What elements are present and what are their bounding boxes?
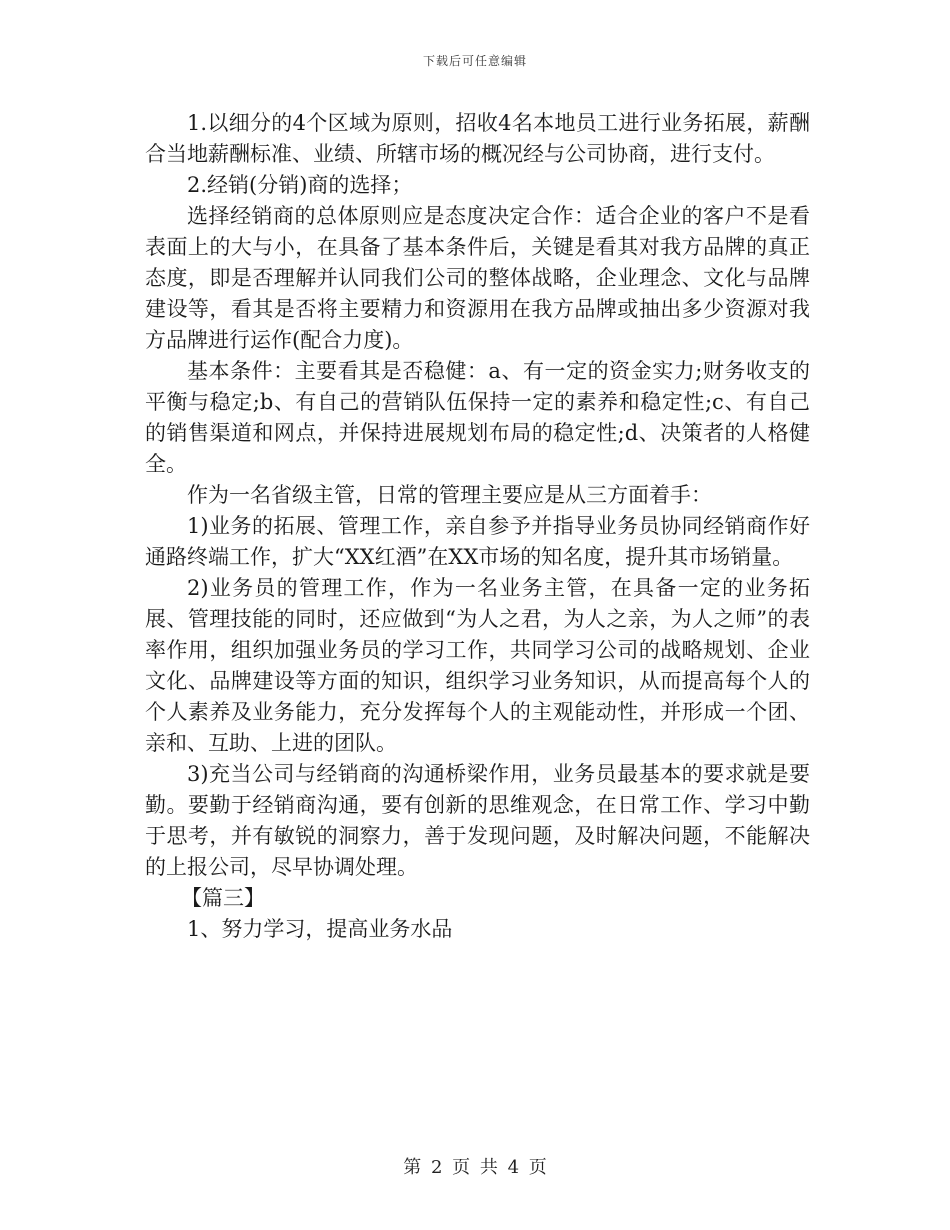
- section-heading: 【篇三】: [181, 886, 265, 910]
- paragraph-communication-bridge: 3)充当公司与经销商的沟通桥梁作用，业务员最基本的要求就是要勤。要勤于经销商沟通，要有创新的思维观念，在日常工作、学习中勤于思考，并有敏锐的洞察力，善于发现问题，及时解决问题，不能解决的上报公司，尽早协调处理。: [145, 762, 810, 879]
- page-number-footer: 第 2 页 共 4 页: [403, 1157, 547, 1178]
- paragraph-basic-conditions: 基本条件：主要看其是否稳健：a、有一定的资金实力;财务收支的平衡与稳定;b、有自己的营销队伍保持一定的素养和稳定性;c、有自己的销售渠道和网点，并保持进展规划布局的稳定性;d、决策者的人格健全。: [145, 359, 810, 476]
- document-body: [145, 108, 810, 945]
- page-header: 下载后可任意编辑: [422, 54, 527, 68]
- paragraph-distributor-selection: 2.经销(分销)商的选择；: [187, 173, 413, 197]
- paragraph-manager-intro: 作为一名省级主管，日常的管理主要应是从三方面着手：: [187, 483, 712, 507]
- paragraph-selection-principle: 选择经销商的总体原则应是态度决定合作：适合企业的客户不是看表面上的大与小，在具备了基本条件后，关键是看其对我方品牌的真正态度，即是否理解并认同我们公司的整体战略，企业理念、文化与品牌建设等，看其是否将主要精力和资源用在我方品牌或抽出多少资源对我方品牌进行运作(配合力度)。: [145, 204, 810, 352]
- paragraph-staff-management: 2)业务员的管理工作，作为一名业务主管，在具备一定的业务拓展、管理技能的同时，还应做到“为人之君，为人之亲，为人之师”的表率作用，组织加强业务员的学习工作，共同学习公司的战略规划、企业文化、品牌建设等方面的知识，组织学习业务知识，从而提高每个人的个人素养及业务能力，充分发挥每个人的主观能动性，并形成一个团、亲和、互助、上进的团队。: [145, 576, 810, 755]
- paragraph-business-expansion: 1)业务的拓展、管理工作，亲自参予并指导业务员协同经销商作好通路终端工作，扩大“XX红酒”在XX市场的知名度，提升其市场销量。: [145, 514, 810, 569]
- paragraph-study-improve: 1、努力学习，提高业务水品: [187, 917, 453, 941]
- paragraph-recruit-staff: 1.以细分的4个区域为原则，招收4名本地员工进行业务拓展，薪酬合当地薪酬标准、业绩、所辖市场的概况经与公司协商，进行支付。: [145, 111, 810, 166]
